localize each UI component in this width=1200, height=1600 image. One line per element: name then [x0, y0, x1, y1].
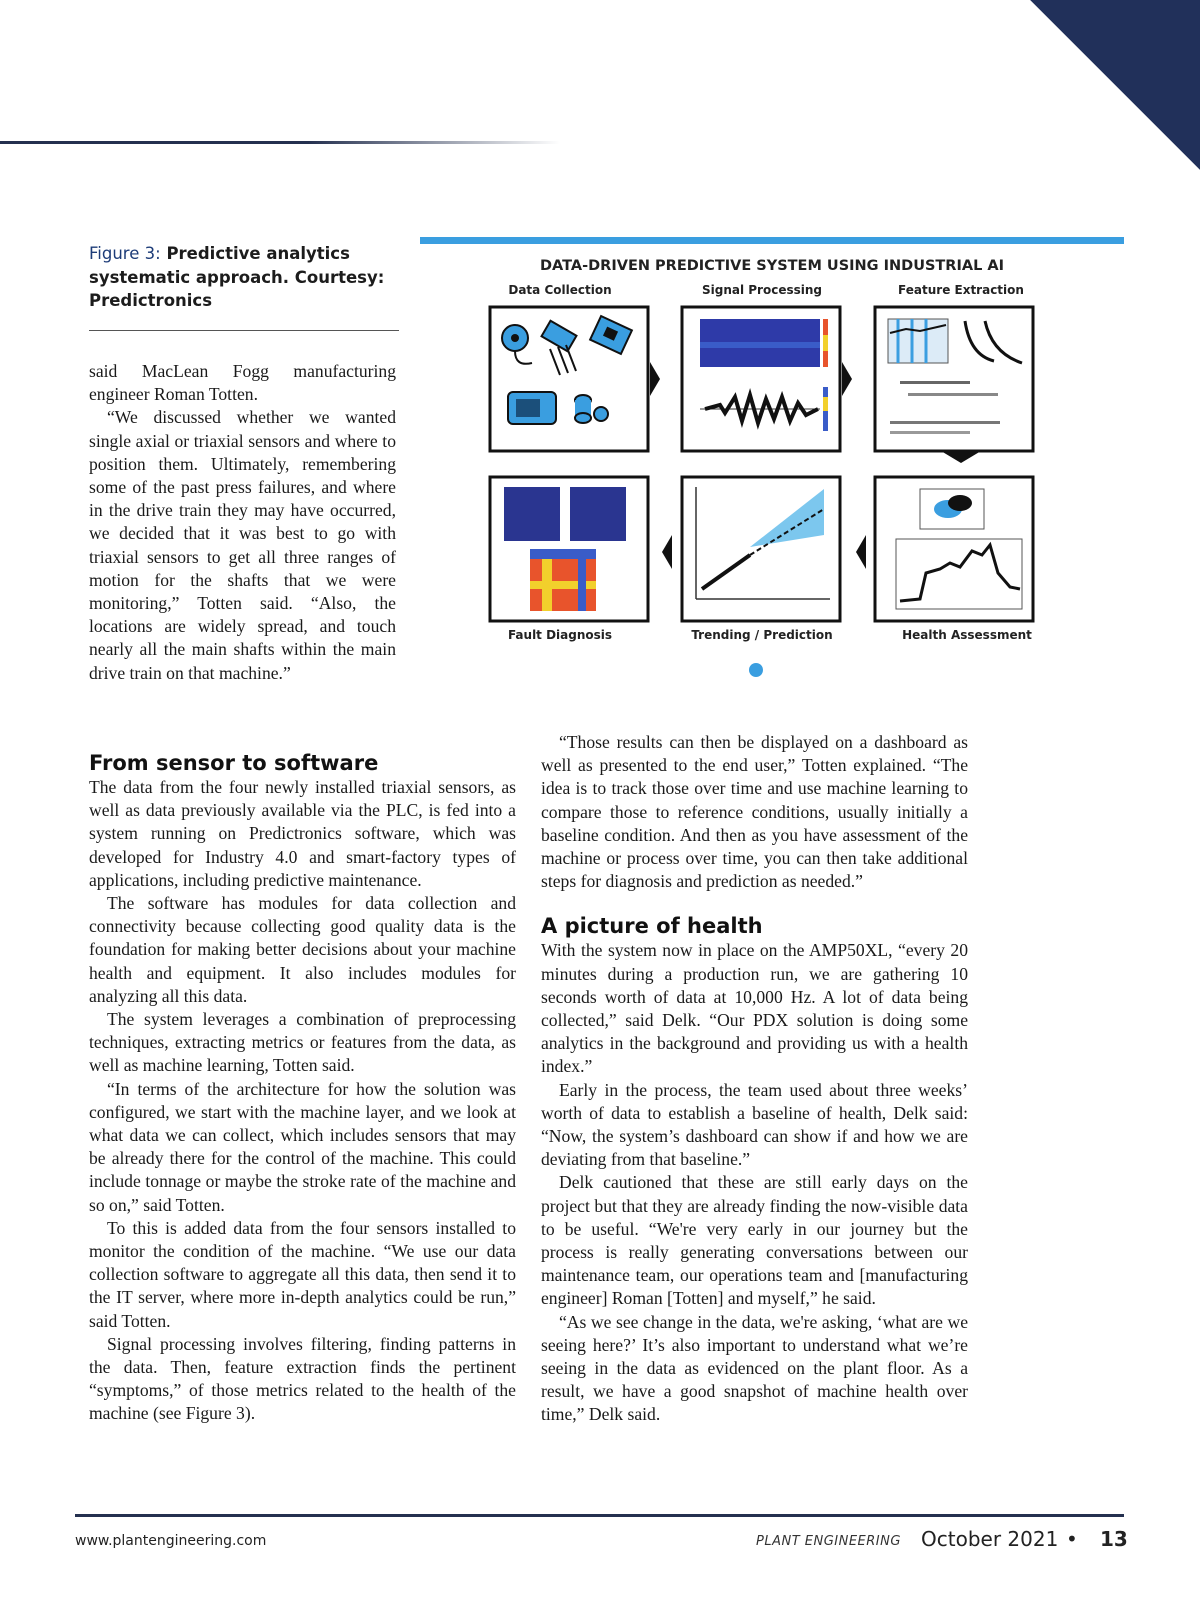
- footer-url[interactable]: www.plantengineering.com: [75, 1533, 267, 1549]
- label-data-collection: Data Collection: [508, 283, 612, 297]
- paragraph: To this is added data from the four sensors installed to monitor the condition of the machine. “We use our data collection software to aggregate all this data, then send it to the IT server, where more in-depth analytics could be run,” said Totten.: [89, 1217, 516, 1331]
- diagram-title: DATA-DRIVEN PREDICTIVE SYSTEM USING INDUSTRIAL AI: [540, 258, 1004, 274]
- figure-caption: [89, 242, 389, 313]
- section-heading: A picture of health: [541, 914, 763, 939]
- figure-diagram: [420, 237, 1124, 699]
- label-signal-processing: Signal Processing: [701, 283, 823, 297]
- paragraph: Signal processing involves filtering, finding patterns in the data. Then, feature extraction finds the pertinent “symptoms,” of those metrics related to the health of the machine (see Figure 3).: [89, 1333, 516, 1424]
- panel-health-assessment: [875, 477, 1033, 621]
- paragraph: With the system now in place on the AMP50XL, “every 20 minutes during a production run, we are gathering 10 seconds worth of data at 10,000 Hz. A lot of data being collected,” said Delk. “Our PDX solution is doing some analytics in the background and providing us with a health index.”: [541, 940, 968, 1077]
- panel-data-collection: [490, 307, 648, 451]
- figure-caption-text: Predictive analytics systematic approach. Courtesy: Predictronics: [89, 244, 385, 310]
- figure-label: Figure 3:: [89, 244, 161, 263]
- panel-fault-diagnosis: [490, 477, 648, 621]
- column-left: [89, 750, 516, 1426]
- footer-bullet: •: [1066, 1527, 1078, 1551]
- paragraph: The software has modules for data collection and connectivity because collecting good quality data is the foundation for making better decisions about your machine health and equipment. It also includes modules for analyzing all this data.: [89, 893, 516, 1006]
- label-health-assessment: Health Assessment: [902, 628, 1032, 642]
- panel-signal-processing: [682, 307, 840, 451]
- paragraph: Early in the process, the team used about three weeks’ worth of data to establish a baseline of health, Delk said: “Now, the system’s dashboard can show if and how we are deviating from that baseline.”: [541, 1079, 968, 1170]
- footer-publication: PLANT ENGINEERING: [756, 1534, 901, 1549]
- footer-date: October 2021: [921, 1527, 1059, 1551]
- footer-rule: [75, 1514, 1124, 1517]
- section-heading: From sensor to software: [89, 751, 379, 775]
- paragraph: The data from the four newly installed triaxial sensors, as well as data previously available via the PLC, is fed into a system running on Predictronics software, which was developed for Industry 4.0 and smart-factory types of applications, including predictive maintenance.: [89, 777, 516, 890]
- paragraph: “We discussed whether we wanted single axial or triaxial sensors and where to position them. Ultimately, remembering some of the past press failures, and where in the drive train they may have occurred, we decided that it was best to go with triaxial sensors to get all three ranges of motion for the shafts that we were monitoring,” Totten said. “Also, the locations are widely spread, and touch nearly all the main shafts within the main drive train on that machine.”: [89, 407, 396, 683]
- label-trending-prediction: Trending / Prediction: [691, 628, 833, 642]
- column-left-top: [89, 360, 396, 685]
- figure-dot: [749, 663, 763, 677]
- caption-rule: [89, 330, 399, 331]
- panel-feature-extraction: [875, 307, 1033, 451]
- corner-decoration: [1000, 0, 1200, 170]
- paragraph: “In terms of the architecture for how the solution was configured, we start with the machine layer, and we look at what data we can collect, which includes sensors that may be already there for the control of the machine. This could include tonnage or maybe the stroke rate of the machine and so on,” said Totten.: [89, 1078, 516, 1215]
- paragraph: “As we see change in the data, we're asking, ‘what are we seeing here?’ It’s also important to understand what we’re seeing in the data as evidenced on the plant floor. As a result, we have a good snapshot of machine health over time,” Delk said.: [541, 1311, 968, 1425]
- paragraph: “Those results can then be displayed on a dashboard as well as presented to the end user,” Totten explained. “The idea is to track those over time and use machine learning to compare those to reference conditions, usually initially a baseline condition. And then as you have assessment of the machine or process over time, you can then take additional steps for diagnosis and prediction as needed.”: [541, 732, 968, 892]
- column-right: [541, 731, 968, 1427]
- label-feature-extraction: Feature Extraction: [898, 283, 1024, 297]
- panel-trending-prediction: [682, 477, 840, 621]
- page-number: 13: [1100, 1527, 1128, 1551]
- paragraph: Delk cautioned that these are still early days on the project but that they are already finding the now-visible data to be useful. “We're very early in our journey but the process is really generating conversations between our maintenance team, our operations team and [manufacturing engineer] Roman [Totten] and myself,” he said.: [541, 1172, 968, 1309]
- paragraph: The system leverages a combination of preprocessing techniques, extracting metrics or features from the data, as well as machine learning, Totten said.: [89, 1009, 516, 1076]
- label-fault-diagnosis: Fault Diagnosis: [507, 628, 613, 642]
- figure-top-bar: [420, 237, 1124, 244]
- header-rule: [0, 141, 560, 144]
- paragraph: said MacLean Fogg manufacturing engineer Roman Totten.: [89, 361, 396, 405]
